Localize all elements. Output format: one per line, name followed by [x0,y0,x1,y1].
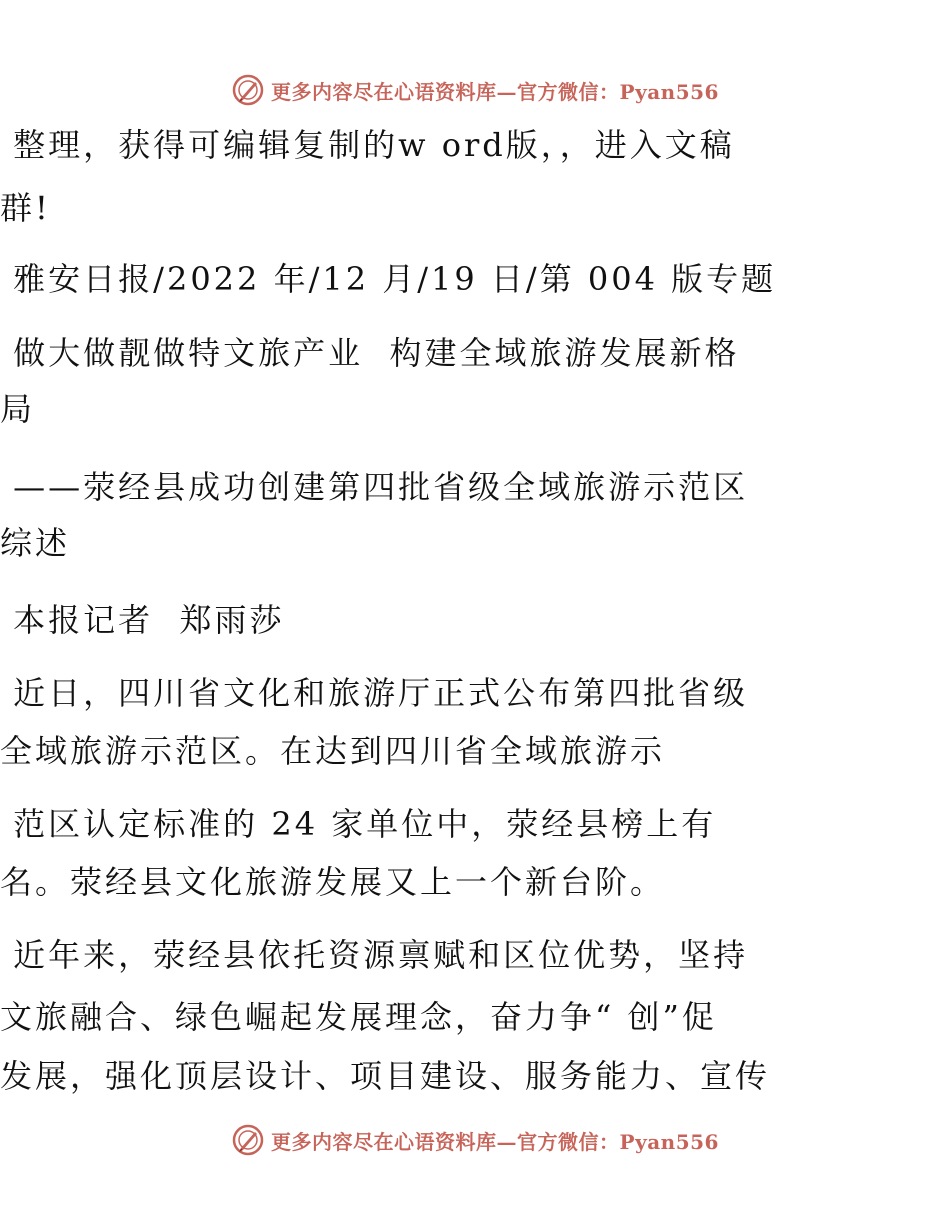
document-line: 文旅融合、绿色崛起发展理念，奋力争“ 创”促 [0,998,717,1036]
header-banner [0,70,950,110]
document-line: 范区认定标准的 24 家单位中，荥经县榜上有 [0,805,717,843]
quill-logo-icon [231,73,265,107]
document-line: 群! [0,189,51,227]
document-line: 全域旅游示范区。在达到四川省全域旅游示 [0,732,666,770]
document-line: 近年来，荥经县依托资源禀赋和区位优势，坚持 [0,936,749,974]
document-line: 近日，四川省文化和旅游厅正式公布第四批省级 [0,674,749,712]
document-line: 发展，强化顶层设计、项目建设、服务能力、宣传 [0,1057,771,1095]
document-line: 整理，获得可编辑复制的w ord版，，进入文稿 [0,126,735,164]
document-line: 本报记者 郑雨莎 [0,601,285,639]
document-line: 局 [0,390,36,428]
document-line: 综述 [0,524,71,562]
document-line: 雅安日报/2022 年/12 月/19 日/第 004 版专题 [0,260,777,298]
quill-logo-icon [231,1123,265,1157]
footer-banner [0,1120,950,1160]
footer-banner-text: 更多内容尽在心语资料库—官方微信：Pyan556 [271,1129,719,1154]
document-line: 做大做靓做特文旅产业 构建全域旅游发展新格 [0,334,740,372]
document-line: 名。荥经县文化旅游发展又上一个新台阶。 [0,863,666,901]
document-line: ——荥经县成功创建第四批省级全域旅游示范区 [0,468,749,506]
header-banner-text: 更多内容尽在心语资料库—官方微信：Pyan556 [271,79,719,104]
